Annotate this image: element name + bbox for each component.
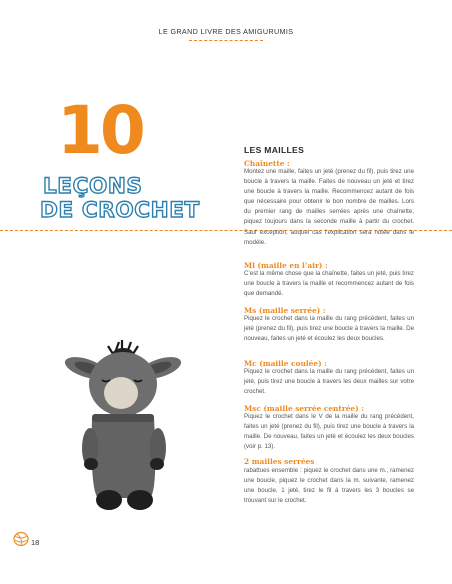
section-title: LES MAILLES [244, 145, 305, 155]
chapter-title-line-1: LEÇONS [43, 174, 143, 199]
term-maille-serree: Ms (maille serrée) : [244, 306, 326, 315]
definition-maille-serree-centree: Piquez le crochet dans le V de la maille du rang précédent, faites un jeté (prenez du fil), puis tirez une boucle à travers la maille. De nouveau, faites un jeté et écoulez les deux boucles (voir p. 13). [244, 413, 414, 451]
yarn-ball-icon [12, 531, 30, 547]
term-maille-en-lair: Ml (maille en l’air) : [244, 261, 328, 270]
definition-chainette: Montez une maille, faites un jeté (prenez du fil), puis tirez une boucle à travers la maille. Faites de nouveau un jeté et tirez une boucle à travers la maille. Recommencez autant de fois que nécessaire pour obtenir le bon nombre de mailles. Lors du premier rang de mailles serrées après une chaînette, piquez toujours dans la seconde maille à partir du crochet. Sauf exception, auquel cas l’explication sera notée dans le modèle. [244, 168, 414, 246]
definition-maille-serree: Piquez le crochet dans la maille du rang précédent, faites un jeté (prenez du fil), puis tirez une boucle à travers la maille. De nouveau, faites un jeté et écoulez les deux boucles. [244, 315, 414, 343]
term-maille-coulee: Mc (maille coulée) : [244, 359, 327, 368]
term-maille-serree-centree: Msc (maille serrée centrée) : [244, 404, 364, 413]
page-number: 18 [31, 538, 40, 547]
definition-maille-en-lair: C’est la même chose que la chaînette, faites un jeté, puis tirez une boucle à travers la maille et recommencez autant de fois que demandé. [244, 270, 414, 298]
header-divider [189, 40, 263, 41]
definition-2-mailles-serrees: rabattues ensemble : piquez le crochet dans une m., ramenez une boucle, piquez le crochet dans la m. suivante, ramenez une boucle, 1 jeté, tirez le fil à travers les 3 boucles se trouvant sur le crochet. [244, 467, 414, 505]
chapter-title-line-2: DE CROCHET [40, 198, 200, 223]
book-title: LE GRAND LIVRE DES AMIGURUMIS [158, 27, 294, 36]
chapter-number: 10 [57, 92, 143, 169]
term-chainette: Chaînette : [244, 159, 290, 168]
donkey-amigurumi-image [64, 340, 184, 512]
definition-maille-coulee: Piquez le crochet dans la maille du rang précédent, faites un jeté, puis tirez une boucle à travers les deux mailles sur votre crochet. [244, 368, 414, 396]
running-header [0, 27, 452, 41]
term-2-mailles-serrees: 2 mailles serrées [244, 457, 315, 466]
